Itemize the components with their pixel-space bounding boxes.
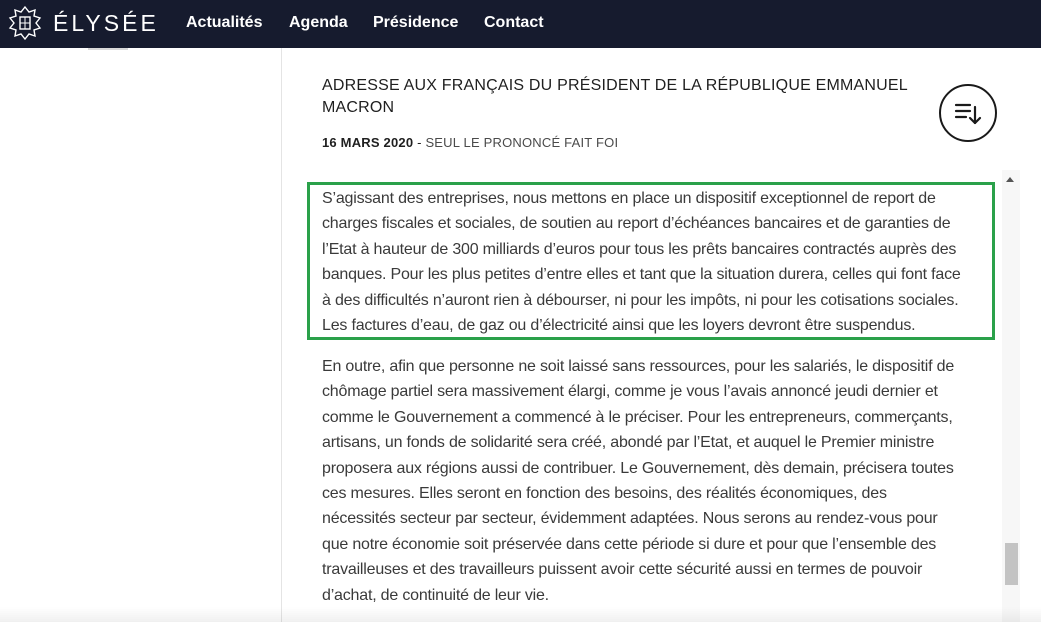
transcript-paragraph: En outre, afin que personne ne soit laissé sans ressources, pour les salariés, le dispositif de chômage partiel sera massivement élargi, comme je vous l’avais annoncé jeudi dernier et comme le Gouvernement a commencé à le préciser. Pour les entrepreneurs, commerçants, artisans, un fonds de solidarité sera créé, abondé par l’Etat, et auquel le Premier ministre proposera aux régions aussi de contribuer. Le Gouvernement, dès demain, précisera toutes ces mesures. Elles seront en fonction des besoins, des réalités économiques, des nécessités secteur par secteur, évidemment adaptées. Nous serons au rendez-vous pour que notre économie soit préservée dans cette période si dure et pour que l’ensemble des travailleuses et des travailleurs puissent avoir cette sécurité aussi en termes de pouvoir d’achat, de continuité de leur vie. — [322, 358, 955, 604]
nav-item-contact[interactable]: Contact — [484, 14, 544, 31]
nav-item-actualites[interactable]: Actualités — [186, 14, 263, 31]
site-logo-text[interactable]: ÉLYSÉE — [53, 10, 159, 36]
scroll-up-arrow-icon[interactable] — [1006, 177, 1014, 182]
nav-item-presidence[interactable]: Présidence — [373, 14, 459, 31]
transcript-paragraph: S’agissant des entreprises, nous mettons en place un dispositif exceptionnel de report de charges fiscales et sociales, de soutien au report d’échéances bancaires et de garanties de l’Etat à hauteur de 300 milliards d’euros pour tous les prêts bancaires contractés auprès des banques. Pour les plus petites d’entre elles et tant que la situation durera, celles qui font face à des difficultés n’auront rien à débourser, ni pour les impôts, ni pour les cotisations sociales. Les factures d’eau, de gaz ou d’électricité ainsi que les loyers devront être suspendus. — [322, 190, 961, 335]
scrollbar-thumb[interactable] — [1005, 543, 1018, 585]
nav-active-indicator — [88, 48, 128, 50]
article-disclaimer: SEUL LE PRONONCÉ FAIT FOI — [425, 135, 619, 150]
article-title: ADRESSE AUX FRANÇAIS DU PRÉSIDENT DE LA RÉPUBLIQUE EMMANUEL MACRON — [322, 77, 908, 116]
elysee-emblem-icon[interactable] — [6, 4, 44, 42]
article-date: 16 MARS 2020 — [322, 135, 414, 150]
sort-transcript-button[interactable] — [939, 84, 997, 142]
top-navigation-bar — [0, 0, 1041, 48]
bottom-fade — [0, 607, 1041, 622]
article-meta — [322, 135, 618, 151]
highlight-annotation-box — [307, 182, 995, 340]
nav-item-agenda[interactable]: Agenda — [289, 14, 348, 31]
meta-separator: - — [413, 135, 426, 150]
sort-lines-arrow-down-icon — [952, 97, 984, 129]
left-side-panel — [0, 48, 282, 622]
